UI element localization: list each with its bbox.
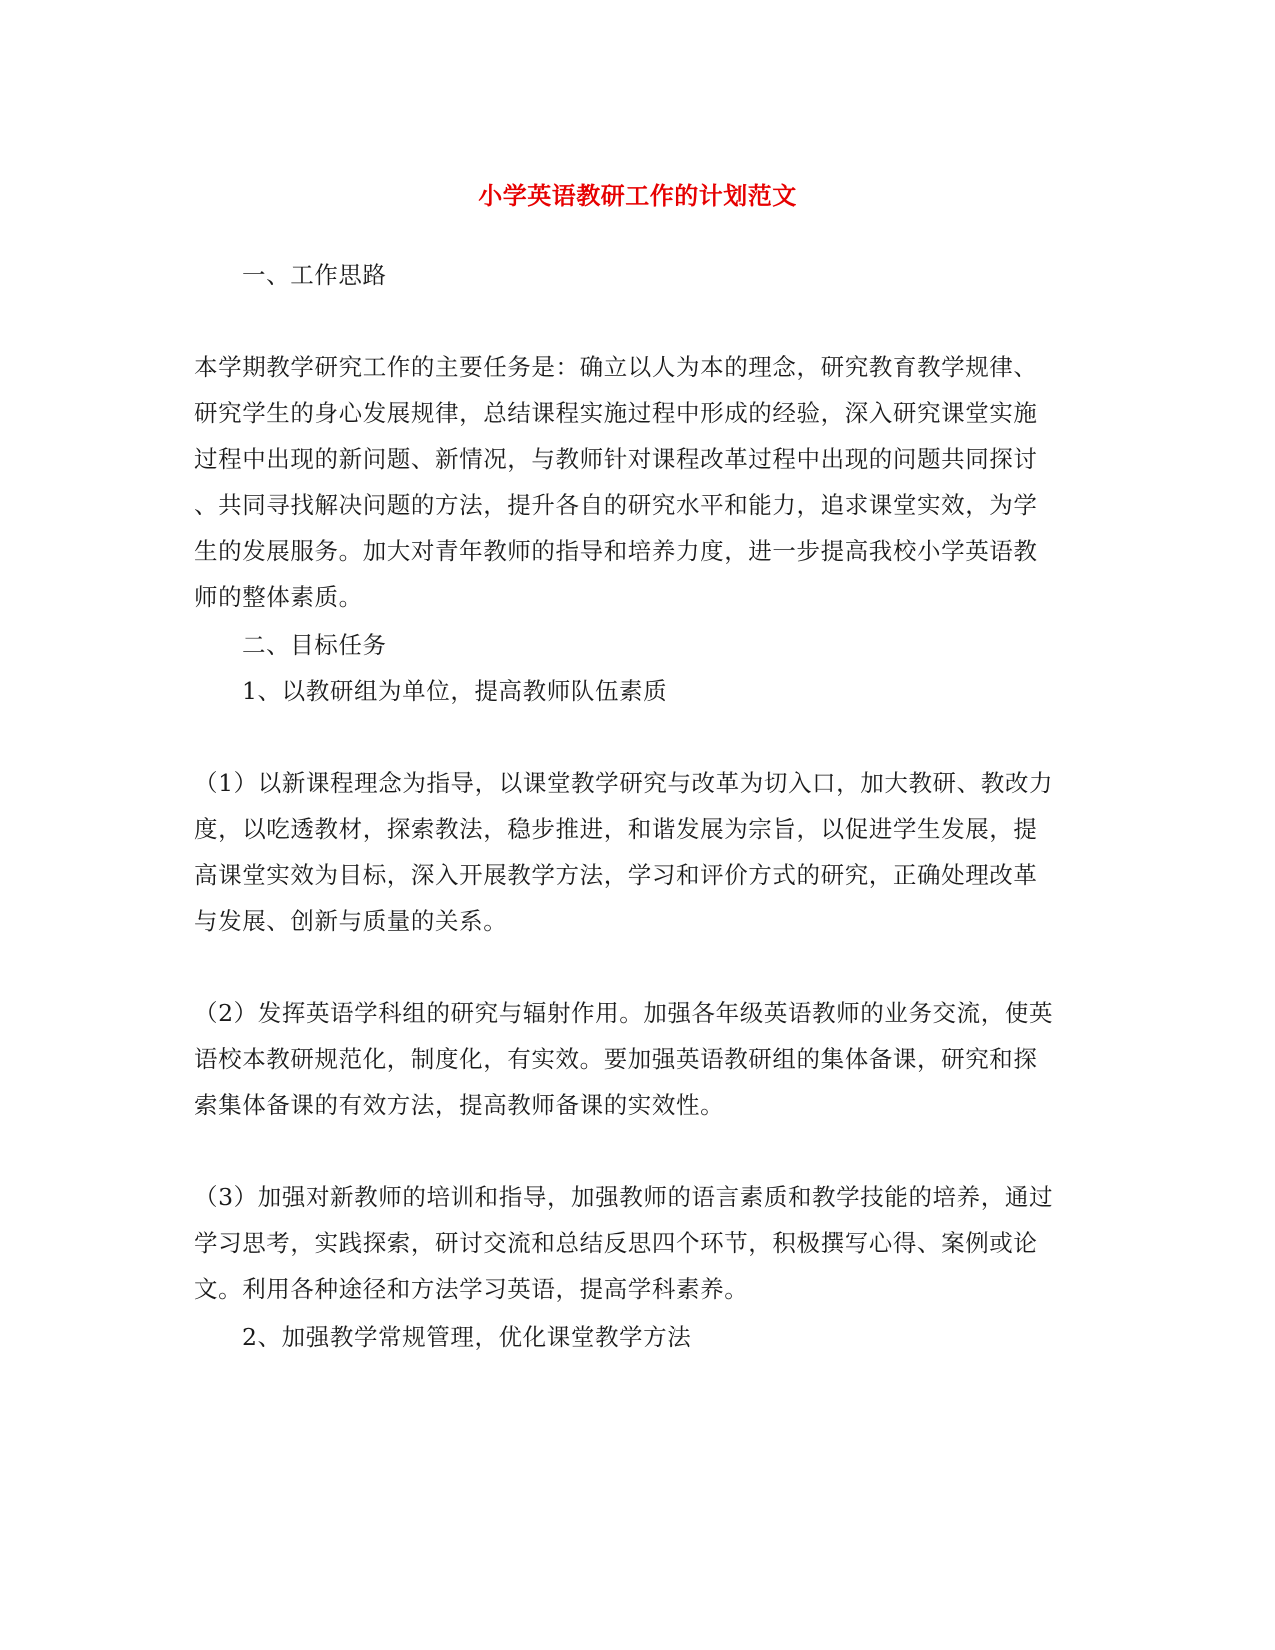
paragraph-line: 语校本教研规范化，制度化，有实效。要加强英语教研组的集体备课，研究和探 [194, 1045, 1038, 1073]
subsection-heading-2: 2、加强教学常规管理，优化课堂教学方法 [242, 1323, 692, 1351]
paragraph-line: 本学期教学研究工作的主要任务是：确立以人为本的理念，研究教育教学规律、 [194, 353, 1038, 381]
document-title: 小学英语教研工作的计划范文 [478, 181, 797, 210]
section-heading-1: 一、工作思路 [242, 261, 387, 289]
subsection-heading-1: 1、以教研组为单位，提高教师队伍素质 [242, 677, 668, 705]
paragraph-line: 、共同寻找解决问题的方法，提升各自的研究水平和能力，追求课堂实效，为学 [194, 491, 1038, 519]
paragraph-line: 索集体备课的有效方法，提高教师备课的实效性。 [194, 1091, 725, 1119]
section-heading-2: 二、目标任务 [242, 631, 387, 659]
paragraph-line: （2）发挥英语学科组的研究与辐射作用。加强各年级英语教师的业务交流，使英 [194, 999, 1054, 1027]
paragraph-line: 文。利用各种途径和方法学习英语，提高学科素养。 [194, 1275, 749, 1303]
paragraph-line: 研究学生的身心发展规律，总结课程实施过程中形成的经验，深入研究课堂实施 [194, 399, 1038, 427]
paragraph-line: 学习思考，实践探索，研讨交流和总结反思四个环节，积极撰写心得、案例或论 [194, 1229, 1038, 1257]
paragraph-line: （3）加强对新教师的培训和指导，加强教师的语言素质和教学技能的培养，通过 [194, 1183, 1054, 1211]
paragraph-line: 生的发展服务。加大对青年教师的指导和培养力度，进一步提高我校小学英语教 [194, 537, 1038, 565]
paragraph-line: （1）以新课程理念为指导，以课堂教学研究与改革为切入口，加大教研、教改力 [194, 769, 1054, 797]
paragraph-line: 师的整体素质。 [194, 583, 363, 611]
paragraph-line: 高课堂实效为目标，深入开展教学方法，学习和评价方式的研究，正确处理改革 [194, 861, 1038, 889]
paragraph-line: 度，以吃透教材，探索教法，稳步推进，和谐发展为宗旨，以促进学生发展，提 [194, 815, 1038, 843]
paragraph-line: 与发展、创新与质量的关系。 [194, 907, 508, 935]
paragraph-line: 过程中出现的新问题、新情况，与教师针对课程改革过程中出现的问题共同探讨 [194, 445, 1038, 473]
